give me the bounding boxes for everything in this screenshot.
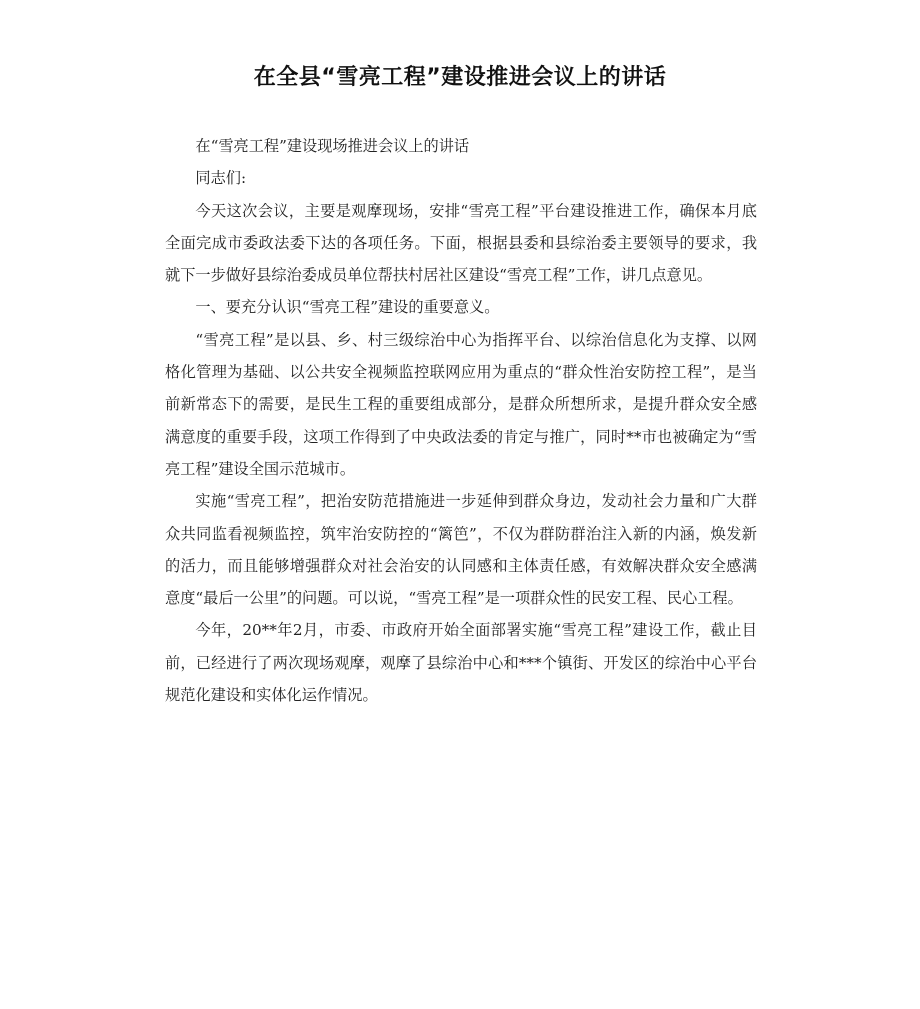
body-paragraph: 今年，20**年2月，市委、市政府开始全面部署实施“雪亮工程”建设工作，截止目前，已经进行了两次现场观摩，观摩了县综治中心和***个镇街、开发区的综治中心平台规范化建设和实体化运作情况。 (165, 621, 757, 705)
body-paragraph: “雪亮工程”是以县、乡、村三级综治中心为指挥平台、以综治信息化为支撑、以网格化管理为基础、以公共安全视频监控联网应用为重点的“群众性治安防控工程”，是当前新常态下的需要，是民生工程的重要组成部分，是群众所想所求，是提升群众安全感满意度的重要手段，这项工作得到了中央政法委的肯定与推广，同时**市也被确定为“雪亮工程”建设全国示范城市。 (165, 330, 757, 478)
document-body (165, 130, 757, 711)
body-paragraph: 今天这次会议，主要是观摩现场，安排“雪亮工程”平台建设推进工作，确保本月底全面完成市委政法委下达的各项任务。下面，根据县委和县综治委主要领导的要求，我就下一步做好县综治委成员单位帮扶村居社区建设“雪亮工程”工作，讲几点意见。 (165, 201, 757, 285)
salutation-paragraph: 同志们: (195, 169, 247, 188)
body-paragraph: 实施“雪亮工程”，把治安防范措施进一步延伸到群众身边，发动社会力量和广大群众共同监看视频监控，筑牢治安防控的“篱笆”，不仅为群防群治注入新的内涵，焕发新的活力，而且能够增强群众对社会治安的认同感和主体责任感，有效解决群众安全感满意度“最后一公里”的问题。可以说，“雪亮工程”是一项群众性的民安工程、民心工程。 (165, 492, 757, 608)
subtitle-paragraph: 在“雪亮工程”建设现场推进会议上的讲话 (195, 137, 470, 155)
section-heading: 一、要充分认识“雪亮工程”建设的重要意义。 (195, 298, 500, 317)
document-title: 在全县“雪亮工程”建设推进会议上的讲话 (253, 65, 667, 90)
